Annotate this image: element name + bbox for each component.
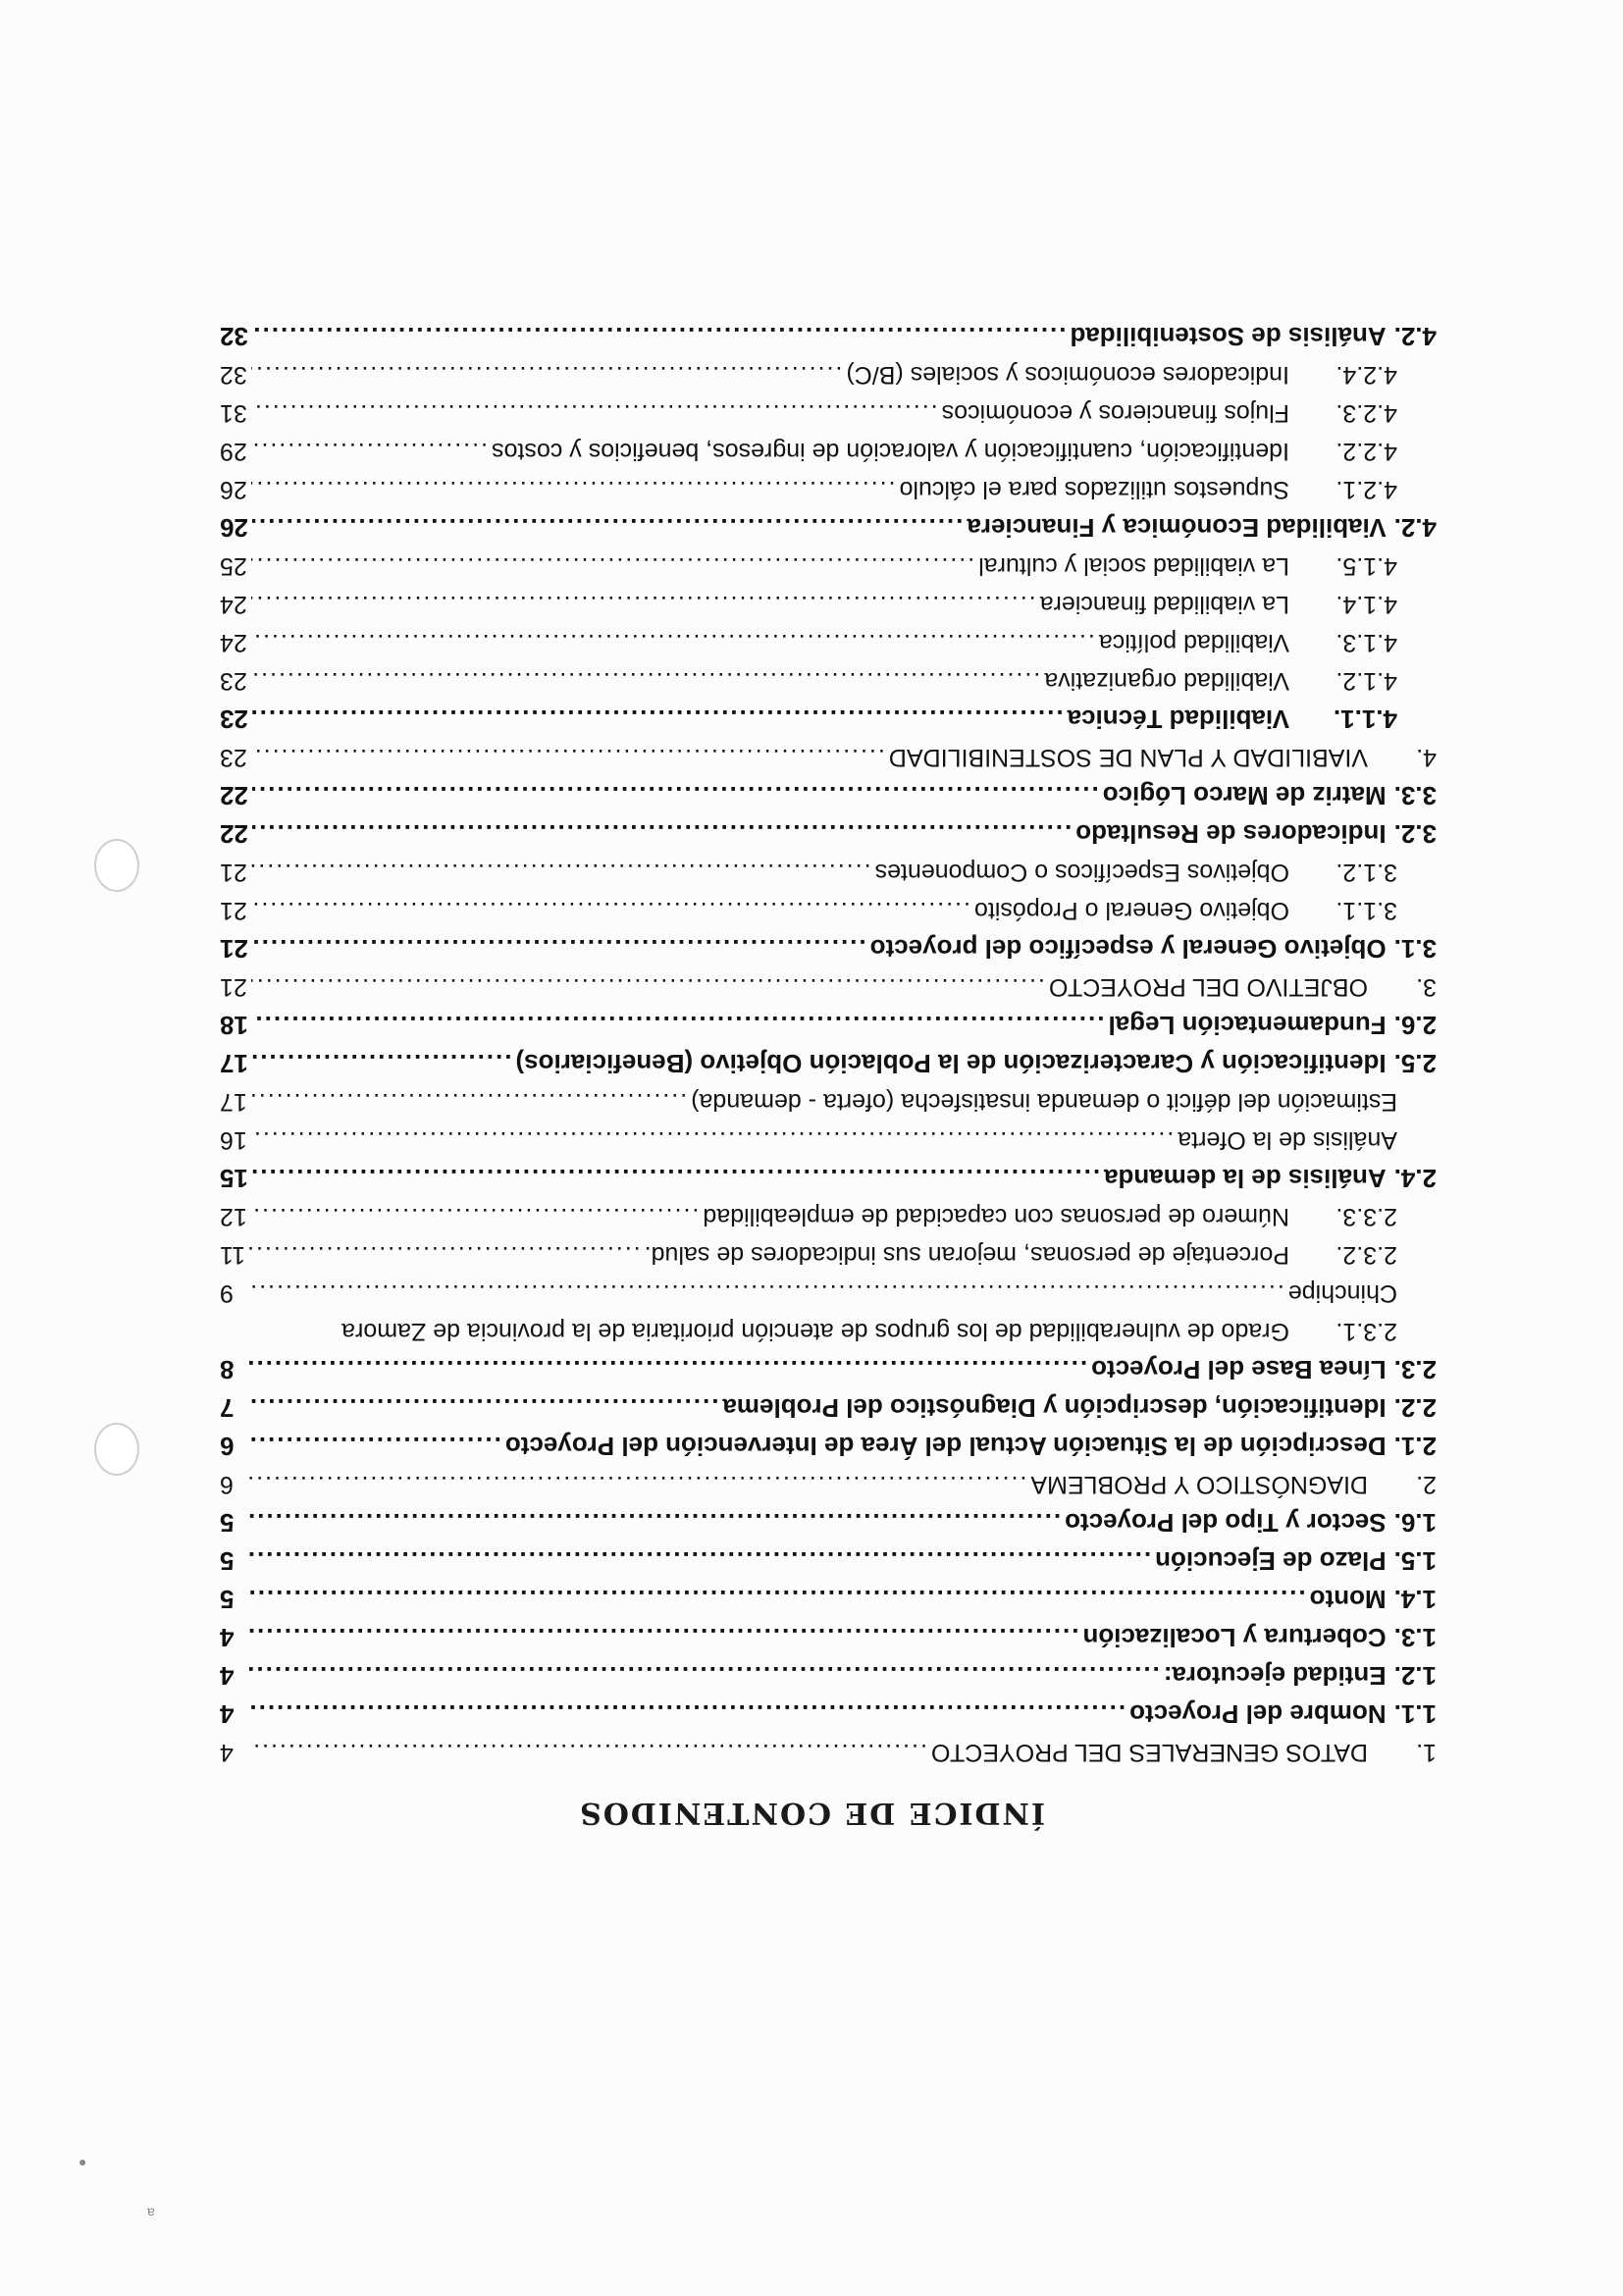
toc-entry (220, 623, 1437, 661)
toc-entry-page: 11 (220, 1241, 245, 1269)
toc-entry-number: 1.6. (1393, 1508, 1437, 1538)
toc-leader-dots (251, 432, 488, 470)
toc-entry-label: Indicadores económicos y sociales (B/C) (846, 361, 1289, 389)
toc-entry-number: 1.1. (1393, 1699, 1437, 1729)
toc-entry-number: 4.2.4. (1335, 361, 1397, 389)
toc-entry-number: 4.2.2. (1335, 438, 1397, 465)
toc-entry-label: Descripción de la Situación Actual del Área de Intervención del Proyecto (504, 1432, 1387, 1461)
toc-leader-dots (251, 967, 1045, 1006)
toc-entry (220, 1274, 1437, 1312)
toc-entry (220, 585, 1437, 623)
toc-entry-label: Nombre del Proyecto (1129, 1699, 1387, 1729)
toc-entry-page: 18 (220, 1011, 248, 1040)
toc-leader-dots (252, 776, 1099, 814)
toc-entry-number: 1.5. (1393, 1546, 1437, 1576)
toc-entry-label: Sector y Tipo del Proyecto (1065, 1508, 1387, 1538)
toc-entry-label: Estimación del déficit o demanda insatisfecha (oferta - demanda) (691, 1088, 1397, 1116)
scan-speck: ɐ (147, 2203, 155, 2218)
toc-entry (220, 1121, 1437, 1159)
toc-entry-page: 9 (220, 1279, 234, 1307)
toc-entry-page: 4 (220, 1661, 235, 1691)
toc-entry-number: 1.4. (1393, 1585, 1437, 1614)
toc-entry-page: 32 (220, 322, 248, 351)
toc-entry (220, 1695, 1437, 1733)
toc-leader-dots (252, 1006, 1105, 1044)
toc-entry (220, 1656, 1437, 1695)
toc-entry-label: VIABILIDAD Y PLAN DE SOSTENIBILIDAD (888, 744, 1368, 771)
toc-leader-dots (249, 1541, 1151, 1580)
scan-speck: ● (79, 2154, 87, 2169)
toc-entry-label: Identificación y Caracterización de la Población Objetivo (Beneficiarios) (515, 1049, 1387, 1078)
toc-entry-page: 16 (220, 1126, 247, 1154)
toc-entry (220, 355, 1437, 393)
toc-entry (220, 1503, 1437, 1541)
toc-entry-page: 5 (220, 1546, 235, 1576)
toc-leader-dots (252, 814, 1072, 853)
toc-entry-label: Viabilidad Técnica (1067, 704, 1289, 734)
toc-entry-number: 4.1.2. (1335, 667, 1397, 695)
toc-entry-label: Análisis de Sostenibilidad (1070, 322, 1387, 351)
toc-entry-page: 25 (220, 552, 247, 580)
toc-entry-number: 2.4. (1393, 1164, 1437, 1193)
toc-entry (220, 1618, 1437, 1656)
toc-entry-page: 32 (220, 361, 247, 389)
toc-entry-number: 3.1.1. (1335, 897, 1397, 924)
toc-entry-page: 17 (220, 1088, 247, 1116)
toc-entry-page: 6 (220, 1432, 235, 1461)
toc-entry-label: Chinchipe (1287, 1279, 1397, 1307)
toc-leader-dots (251, 738, 885, 776)
toc-entry-label: Plazo de Ejecución (1155, 1546, 1387, 1576)
toc-leader-dots (249, 1733, 927, 1771)
toc-entry-page: 29 (220, 438, 247, 465)
toc-leader-dots (252, 1159, 1100, 1197)
toc-leader-dots (249, 1274, 1284, 1312)
toc-entry-page: 4 (220, 1699, 235, 1729)
toc-entry-page: 5 (220, 1508, 235, 1538)
toc-entry (220, 814, 1437, 853)
toc-entry-label: Indicadores de Resultado (1075, 819, 1387, 849)
toc-entry (220, 508, 1437, 547)
toc-entry-number: 2.3.2. (1335, 1241, 1397, 1269)
toc-entry (220, 1465, 1437, 1503)
toc-entry-label: Grado de vulnerabilidad de los grupos de atención prioritaria de la provincia de Zamora (341, 1318, 1289, 1345)
toc-entry-number: 1. (1416, 1739, 1437, 1766)
toc-entry-label: Viabilidad política (1098, 629, 1289, 656)
toc-entry-number: 4.1.3. (1335, 629, 1397, 656)
toc-entry-number: 4.2.1. (1335, 476, 1397, 503)
toc-entry-page: 15 (220, 1164, 248, 1193)
toc-entry-label: Entidad ejecutora: (1163, 1661, 1387, 1691)
toc-entry (220, 700, 1437, 738)
toc-entry-number: 2. (1416, 1471, 1437, 1498)
toc-entry (220, 1159, 1437, 1197)
toc-entry-label: Porcentaje de personas, mejoran sus indicadores de salud. (644, 1241, 1289, 1269)
toc-entry-label: DIAGNÓSTICO Y PROBLEMA (1030, 1471, 1368, 1498)
toc-entry-page: 21 (220, 897, 247, 924)
toc-entry (220, 432, 1437, 470)
toc-entry-label: DATOS GENERALES DEL PROYECTO (930, 1739, 1368, 1766)
toc-leader-dots (249, 1656, 1160, 1695)
toc-entry-number: 2.6. (1393, 1011, 1437, 1040)
toc-leader-dots (251, 891, 970, 929)
toc-entry-page: 17 (220, 1049, 248, 1078)
toc-entry-page: 4 (220, 1739, 234, 1766)
toc-entry (220, 661, 1437, 700)
toc-leader-dots (251, 623, 1095, 661)
toc-entry (220, 1197, 1437, 1235)
toc-entry-page: 26 (220, 476, 247, 503)
toc-entry-page: 22 (220, 781, 248, 810)
toc-entry-label: Cobertura y Localización (1082, 1623, 1387, 1652)
toc-entry-page: 21 (220, 973, 247, 1001)
toc-leader-dots (251, 355, 843, 393)
toc-entry-page: 23 (220, 667, 247, 695)
toc-entry (220, 1044, 1437, 1082)
toc-leader-dots (249, 1618, 1078, 1656)
toc-entry-label: La viabilidad social y cultural (978, 552, 1289, 580)
toc-entry-page: 26 (220, 513, 248, 543)
toc-entry-label: Flujos financieros y económicos (941, 399, 1289, 427)
toc-entry-number: 2.3. (1393, 1355, 1437, 1384)
toc-entry (220, 1427, 1437, 1465)
toc-entry-number: 4.1.4. (1335, 591, 1397, 618)
toc-leader-dots (251, 470, 896, 508)
toc-entry (220, 317, 1437, 355)
toc-leader-dots (251, 393, 938, 432)
toc-entry (220, 1235, 1437, 1274)
toc-entry-number: 4. (1416, 744, 1437, 771)
toc-entry-number: 4.2.3. (1335, 399, 1397, 427)
toc-entry-page: 31 (220, 399, 247, 427)
toc-entry-label: Objetivos Específicos o Componentes (874, 859, 1289, 886)
toc-leader-dots (249, 1465, 1026, 1503)
toc-entry (220, 1388, 1437, 1427)
toc-entry-page: 21 (220, 859, 247, 886)
toc-leader-dots (251, 585, 1036, 623)
toc-leader-dots (251, 853, 871, 891)
toc-entry-number: 3. (1416, 973, 1437, 1001)
toc-leader-dots (249, 1580, 1306, 1618)
toc-entry-page: 23 (220, 704, 248, 734)
toc-leader-dots (251, 1121, 1174, 1159)
toc-entry-page: 22 (220, 819, 248, 849)
toc-entry-page: 4 (220, 1623, 235, 1652)
toc-entry-number: 4.2. (1393, 322, 1437, 351)
toc-entry-label: OBJETIVO DEL PROYECTO (1048, 973, 1368, 1001)
toc-leader-dots (249, 1427, 501, 1465)
toc-entry-page: 23 (220, 744, 247, 771)
toc-entry (220, 1350, 1437, 1388)
toc-entry-number: 2.2. (1393, 1393, 1437, 1423)
toc-entry (220, 1580, 1437, 1618)
toc-entry-page: 8 (220, 1355, 235, 1384)
toc-entry-label: Análisis de la demanda (1104, 1164, 1387, 1193)
toc-entry (220, 1082, 1437, 1121)
toc-leader-dots (251, 1082, 687, 1121)
toc-entry-number: 2.3.1. (1335, 1318, 1397, 1345)
toc-entry (220, 1006, 1437, 1044)
toc-leader-dots (252, 317, 1067, 355)
toc-entry-number: 2.5. (1393, 1049, 1437, 1078)
toc-entry (220, 891, 1437, 929)
toc-entry-page: 24 (220, 591, 247, 618)
toc-leader-dots (249, 1695, 1126, 1733)
toc-entry (220, 738, 1437, 776)
toc-entry-label: Línea Base del Proyecto (1091, 1355, 1387, 1384)
toc-entry-page: 12 (220, 1203, 247, 1230)
toc-entry (220, 776, 1437, 814)
toc-entry-number: 3.1. (1393, 934, 1437, 964)
toc-leader-dots (252, 700, 1064, 738)
toc-entry-label: Análisis de la Oferta (1178, 1126, 1397, 1154)
toc-entry-label: Objetivo General y específico del proyecto (869, 934, 1387, 964)
toc-entry-label: Viabilidad Económica y Financiera (967, 513, 1387, 543)
table-of-contents (220, 317, 1437, 1771)
toc-leader-dots (251, 547, 974, 585)
toc-entry-label: Matriz de Marco Lógico (1102, 781, 1387, 810)
toc-entry-number: 3.2. (1393, 819, 1437, 849)
toc-entry (220, 967, 1437, 1006)
page-title: ÍNDICE DE CONTENIDOS (578, 1796, 1045, 1830)
toc-entry-number: 2.1. (1393, 1432, 1437, 1461)
toc-entry-label: Objetivo General o Propósito (973, 897, 1289, 924)
toc-entry-number: 3.1.2. (1335, 859, 1397, 886)
toc-entry (220, 929, 1437, 967)
toc-entry (220, 853, 1437, 891)
toc-entry-number: 4.1.1. (1333, 704, 1397, 734)
toc-entry-number: 4.2. (1393, 513, 1437, 543)
toc-leader-dots (249, 1235, 641, 1274)
toc-entry (220, 1733, 1437, 1771)
toc-leader-dots (249, 1388, 718, 1427)
toc-entry-label: Identificación, cuantificación y valoración de ingresos, beneficios y costos (492, 438, 1289, 465)
toc-entry-number: 4.1.5. (1335, 552, 1397, 580)
toc-entry-number: 3.3. (1393, 781, 1437, 810)
toc-entry-number: 1.3. (1393, 1623, 1437, 1652)
toc-entry (220, 1541, 1437, 1580)
toc-entry-label: Viabilidad organizativa (1044, 667, 1289, 695)
toc-entry-label: Monto (1309, 1585, 1387, 1614)
toc-entry-number: 1.2. (1393, 1661, 1437, 1691)
toc-entry-page: 24 (220, 629, 247, 656)
toc-entry-page: 5 (220, 1585, 235, 1614)
toc-entry-page: 7 (220, 1393, 235, 1423)
toc-entry-page: 21 (220, 934, 248, 964)
toc-entry-label: La viabilidad financiera (1039, 591, 1289, 618)
toc-entry (220, 470, 1437, 508)
toc-entry (220, 547, 1437, 585)
toc-entry-label: Supuestos utilizados para el cálculo (899, 476, 1289, 503)
toc-leader-dots (252, 1044, 512, 1082)
toc-entry (220, 1312, 1437, 1350)
toc-leader-dots (251, 1197, 700, 1235)
toc-entry-number: 2.3.3. (1335, 1203, 1397, 1230)
toc-entry-label: Identificación, descripción y Diagnóstico del Problema (722, 1393, 1387, 1423)
toc-entry-page: 6 (220, 1471, 234, 1498)
toc-leader-dots (252, 508, 963, 547)
toc-leader-dots (249, 1503, 1061, 1541)
toc-leader-dots (251, 661, 1040, 700)
toc-entry-label: Número de personas con capacidad de empleabilidad (703, 1203, 1289, 1230)
toc-entry-label: Fundamentación Legal (1108, 1011, 1387, 1040)
toc-leader-dots (249, 1350, 1087, 1388)
toc-entry (220, 393, 1437, 432)
toc-leader-dots (252, 929, 866, 967)
